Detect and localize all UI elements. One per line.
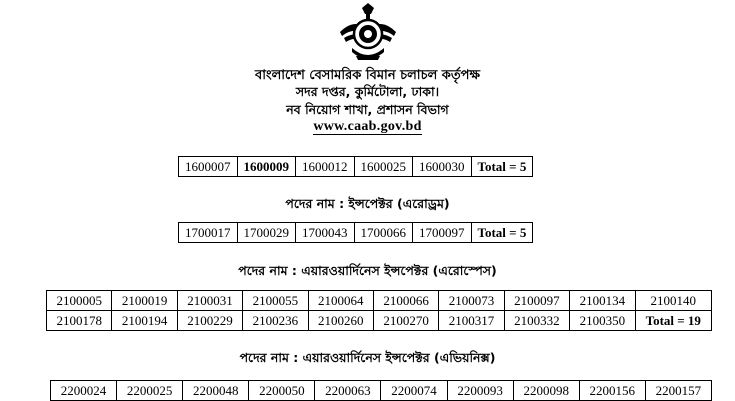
website-link[interactable] [0, 119, 735, 135]
post-title: পদের নাম : ইন্সপেক্টর (এরোড্রম) [285, 196, 450, 211]
roll-cell: 1700017 [179, 223, 238, 243]
roll-cell: 2200098 [513, 381, 579, 401]
roll-cell: 2100073 [439, 291, 504, 311]
table-row [179, 223, 533, 243]
roll-cell: 2100332 [504, 311, 569, 331]
roll-table-3 [46, 290, 712, 331]
department-name: নব নিয়োগ শাখা, প্রশাসন বিভাগ [286, 102, 449, 117]
post-title: পদের নাম : এয়ারওয়ার্দিনেস ইন্সপেক্টর (এরোস্পেস) [238, 263, 497, 278]
roll-cell: 1600012 [296, 157, 355, 177]
roll-cell: 1700066 [354, 223, 413, 243]
roll-cell: 2200157 [645, 381, 711, 401]
roll-cell: 2200063 [315, 381, 381, 401]
roll-cell: 2100317 [439, 311, 504, 331]
roll-cell: 2200093 [447, 381, 513, 401]
total-cell: Total = 5 [471, 223, 533, 243]
roll-cell: 2200156 [579, 381, 645, 401]
roll-cell: 2100260 [308, 311, 373, 331]
roll-cell: 2100064 [308, 291, 373, 311]
roll-cell: 2100055 [243, 291, 308, 311]
roll-cell: 2100194 [112, 311, 177, 331]
roll-table-2 [178, 222, 533, 243]
website-text[interactable]: www.caab.gov.bd [313, 119, 422, 134]
roll-cell: 1600025 [354, 157, 413, 177]
table-row [47, 311, 712, 331]
roll-cell: 2100270 [373, 311, 438, 331]
roll-cell: 1600030 [413, 157, 472, 177]
table-row [179, 157, 533, 177]
roll-cell: 2100350 [570, 311, 635, 331]
roll-cell: 1600009 [237, 157, 296, 177]
roll-cell: 2200048 [183, 381, 249, 401]
roll-cell: 2100140 [635, 291, 711, 311]
table-row [51, 381, 712, 401]
roll-cell: 2100031 [177, 291, 242, 311]
roll-cell: 2200025 [117, 381, 183, 401]
roll-cell: 2100229 [177, 311, 242, 331]
roll-cell: 2200050 [249, 381, 315, 401]
roll-cell: 2200024 [51, 381, 117, 401]
roll-table-1 [178, 156, 533, 177]
roll-cell: 2100019 [112, 291, 177, 311]
roll-cell: 1700097 [413, 223, 472, 243]
roll-cell: 2100236 [243, 311, 308, 331]
roll-cell: 1700043 [296, 223, 355, 243]
roll-cell: 2100097 [504, 291, 569, 311]
post-title: পদের নাম : এয়ারওয়ার্দিনেস ইন্সপেক্টর (এভিয়নিক্স) [239, 350, 496, 365]
roll-cell: 2100178 [47, 311, 112, 331]
roll-cell: 2100066 [373, 291, 438, 311]
table-row [47, 291, 712, 311]
roll-table-4 [50, 380, 712, 401]
roll-cell: 1600007 [179, 157, 238, 177]
roll-cell: 2200074 [381, 381, 447, 401]
roll-cell: 2100134 [570, 291, 635, 311]
organization-address: সদর দপ্তর, কুর্মিটোলা, ঢাকা। [295, 84, 440, 99]
roll-cell: 2100005 [47, 291, 112, 311]
roll-cell: 1700029 [237, 223, 296, 243]
total-cell: Total = 5 [471, 157, 533, 177]
caab-logo [338, 2, 398, 66]
organization-name: বাংলাদেশ বেসামরিক বিমান চলাচল কর্তৃপক্ষ [254, 68, 481, 83]
total-cell: Total = 19 [635, 311, 711, 331]
